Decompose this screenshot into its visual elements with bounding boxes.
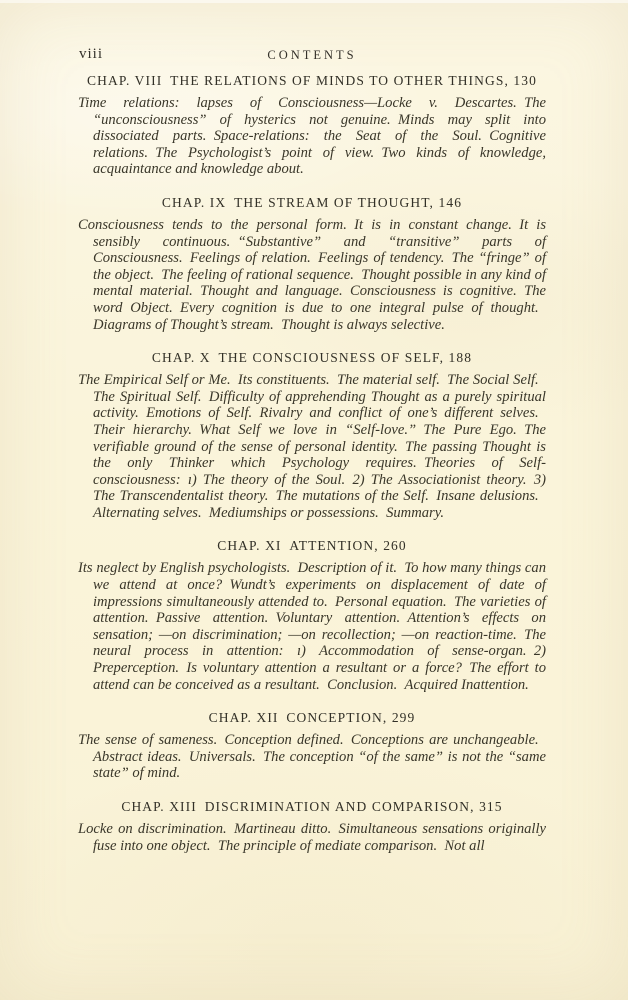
chapter-heading: CHAP. VIII THE RELATIONS OF MINDS TO OTHER THINGS, 130 (87, 73, 537, 88)
toc-entry (78, 710, 546, 782)
chapter-summary: Its neglect by English psychologists. Description of it. To how many things can we attend at once? Wundt’s experiments on displacement of date of impressions simultaneously attended to. Personal equation. The varieties of attention. Passive attention. Voluntary attention. Attention’s effects on sensation; —on discrimination; —on recollection; —on reaction-time. The neural process in attention: ı) Accommodation of sense-organ. 2) Preperception. Is voluntary attention a resultant or a force? The effort to attend can be conceived as a resultant. Conclusion. Acquired Inattention. (78, 560, 546, 693)
chapter-heading: CHAP. XI ATTENTION, 260 (217, 538, 407, 554)
chapter-summary: Locke on discrimination. Martineau ditto. Simultaneous sensations originally fuse into one object. The principle of mediate comparison. Not all (78, 821, 546, 854)
chapter-heading: CHAP. XIII DISCRIMINATION AND COMPARISON, 315 (121, 799, 503, 814)
chapter-summary: The sense of sameness. Conception defined. Conceptions are unchangeable. Abstract ideas. Universals. The conception “of the same” is not the “same state” of mind. (78, 732, 546, 782)
chapter-heading: CHAP. IX THE STREAM OF THOUGHT, 146 (161, 194, 463, 210)
toc-entry (78, 195, 546, 333)
toc-entry (78, 350, 546, 521)
toc-entry (78, 73, 546, 178)
chapter-summary: The Empirical Self or Me. Its constituents. The material self. The Social Self. The Spiritual Self. Difficulty of apprehending Thought as a purely spiritual activity. Emotions of Self. Rivalry and conflict of one’s different selves. Their hierarchy. What Self we love in “Self-love.” The Pure Ego. The verifiable ground of the sense of personal identity. The passing Thought is the only Thinker which Psychology requires. Theories of Self-consciousness: ı) The theory of the Soul. 2) The Associationist theory. 3) The Transcendentalist theory. The mutations of the Self. Insane delusions. Alternating selves. Mediumships or possessions. Summary. (78, 372, 546, 521)
running-header (78, 46, 546, 64)
toc-entry (78, 538, 546, 693)
folio-page-number: viii (79, 46, 104, 62)
chapter-heading: CHAP. XII CONCEPTION, 299 (208, 710, 416, 726)
toc-entry (78, 799, 546, 854)
running-head-title: CONTENTS (267, 48, 357, 62)
chapter-summary: Time relations: lapses of Consciousness—Locke v. Descartes. The “unconsciousness” of hysterics not genuine. Minds may split into dissociated parts. Space-relations: the Seat of the Soul. Cognitive relations. The Psychologist’s point of view. Two kinds of knowledge, acquaintance and knowledge about. (78, 95, 546, 178)
chapter-heading: CHAP. X THE CONSCIOUSNESS OF SELF, 188 (151, 350, 473, 366)
chapter-summary: Consciousness tends to the personal form. It is in constant change. It is sensibly continuous. “Substantive” and “transitive” parts of Consciousness. Feelings of relation. Feelings of tendency. The “fringe” of the object. The feeling of rational sequence. Thought possible in any kind of mental material. Thought and language. Consciousness is cognitive. The word Object. Every cognition is due to one integral pulse of thought. Diagrams of Thought’s stream. Thought is always selective. (78, 216, 546, 333)
table-of-contents (78, 73, 546, 854)
